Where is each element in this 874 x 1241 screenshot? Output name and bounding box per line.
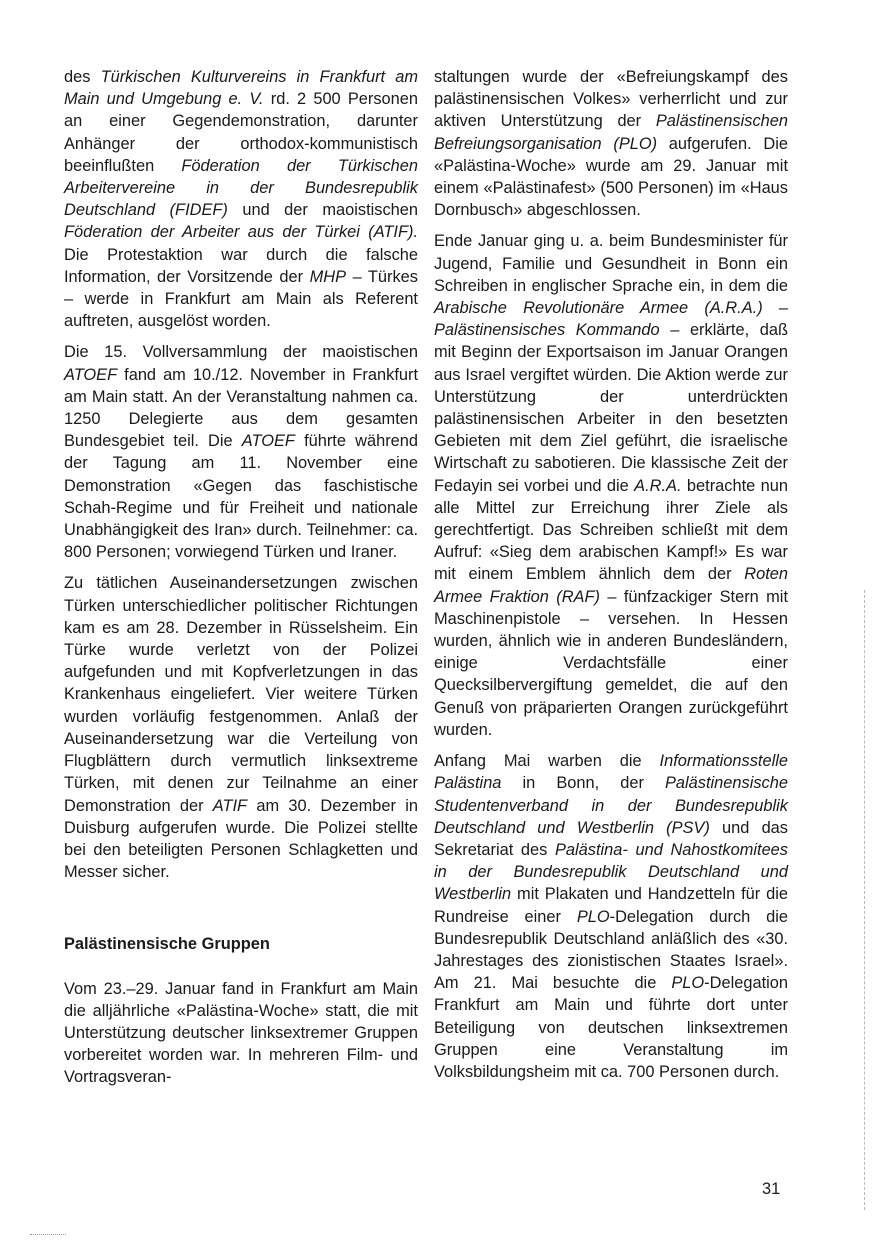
- italic-term: Arabische Revolutionäre Armee (A.R.A.) – Palästinensisches Kommando: [434, 299, 788, 340]
- paragraph: Zu tätlichen Auseinandersetzungen zwischen Türken unterschiedlicher politischer Richtungen kam es am 28. Dezember in Rüsselsheim. Ein Türke wurde verletzt von der Polizei aufgefunden und mit Kopfverletzungen in das Krankenhaus eingeliefert. Vier weitere Türken wurden vorläufig festgenommen. Anlaß der Auseinandersetzung war die Verteilung von Flugblättern durch vermutlich linksextreme Türken, mit denen zur Teilnahme an einer Demonstration der ATIF am 30. Dezember in Duisburg aufgerufen wurde. Die Polizei stellte bei den beteiligten Personen Schlagketten und Messer sicher.: [64, 574, 418, 882]
- paragraph: des Türkischen Kulturvereins in Frankfurt am Main und Umgebung e. V. rd. 2 500 Personen an einer Gegendemonstration, darunter Anhänger der orthodox-kommunistisch beeinflußten Föderation der Türkischen Arbeitervereine in der Bundesrepublik Deutschland (FIDEF) und der maoistischen Föderation der Arbeiter aus der Türkei (ATIF). Die Protestaktion war durch die falsche Information, der Vorsitzende der MHP – Türkes – werde in Frankfurt am Main als Referent auftreten, ausgelöst worden.: [64, 68, 419, 331]
- italic-term: Türkischen Kulturvereins in Frankfurt am Main und Umgebung e. V.: [64, 68, 418, 109]
- italic-term: Föderation der Arbeiter aus der Türkei (ATIF).: [64, 223, 418, 242]
- italic-term: MHP: [309, 267, 347, 286]
- margin-rule: [864, 590, 866, 1210]
- section-heading: Palästinensische Gruppen: [64, 935, 270, 954]
- italic-term: ATOEF: [64, 365, 118, 384]
- page-number: 31: [762, 1180, 781, 1198]
- italic-term: ATOEF: [241, 432, 295, 451]
- italic-term: PLO: [671, 974, 705, 993]
- paragraph: Vom 23.–29. Januar fand in Frankfurt am Main die alljährliche «Palästina-Woche» statt, die mit Unterstützung deutscher linksextremer Gruppen vorbereitet worden war. In mehreren Film- und Vortragsveran-: [64, 979, 418, 1087]
- italic-term: A.R.A.: [634, 476, 682, 495]
- scan-mark: [30, 1234, 66, 1236]
- paragraph: Anfang Mai warben die Informationsstelle Palästina in Bonn, der Palästinensische Studentenverband in der Bundesrepublik Deutschland und Westberlin (PSV) und das Sekretariat des Palästina- und Nahostkomitees in der Bundesrepublik Deutschland und Westberlin mit Plakaten und Handzetteln für die Rundreise einer PLO-Delegation durch die Bundesrepublik Deutschland anläßlich des «30. Jahrestages des zionistischen Staates Israel». Am 21. Mai besuchte die PLO-Delegation Frankfurt am Main und führte dort unter Beteiligung von deutschen linksextremen Gruppen eine Veranstaltung im Volksbildungsheim mit ca. 700 Personen durch.: [434, 752, 789, 1081]
- right-column: [434, 66, 788, 1092]
- italic-term: Palästinensische Studentenverband in der Bundesrepublik Deutschland und Westberlin (PSV): [434, 774, 788, 837]
- italic-term: Föderation der Türkischen Arbeitervereine in der Bundesrepublik Deutschland (FIDEF): [64, 156, 418, 220]
- paragraph: Die 15. Vollversammlung der maoistischen ATOEF fand am 10./12. November in Frankfurt am Main statt. An der Veranstaltung nahmen ca. 1250 Delegierte aus dem gesamten Bundesgebiet teil. Die ATOEF führte während der Tagung am 11. November eine Demonstration «Gegen das faschistische Schah-Regime und für Freiheit und nationale Unabhängigkeit des Iran» durch. Teilnehmer: ca. 800 Personen; vorwiegend Türken und Iraner.: [64, 343, 418, 562]
- italic-term: ATIF: [212, 796, 248, 815]
- left-column: [64, 66, 418, 1098]
- italic-term: PLO: [576, 907, 610, 926]
- paragraph: Ende Januar ging u. a. beim Bundesminister für Jugend, Familie und Gesundheit in Bonn ein Schreiben in englischer Sprache ein, in dem die Arabische Revolutionäre Armee (A.R.A.) – Palästinensisches Kommando – erklärte, daß mit Beginn der Exportsaison im Januar Orangen aus Israel vergiftet würden. Die Aktion werde zur Unterstützung der unterdrückten palästinensischen Arbeiter in den besetzten Gebieten mit dem Ziel geführt, die israelische Wirtschaft zu sabotieren. Die klassische Zeit der Fedayin sei vorbei und die A.R.A. betrachte nun alle Mittel zur Erreichung ihrer Ziele als gerechtfertigt. Das Schreiben schließt mit dem Aufruf: «Sieg dem arabischen Kampf!» Es war mit einem Emblem ähnlich dem der Roten Armee Fraktion (RAF) – fünfzackiger Stern mit Maschinenpistole – versehen. In Hessen wurden, ähnlich wie in anderen Bundesländern, einige Verdachtsfälle einer Quecksilbervergiftung gemeldet, die auf den Genuß von präparierten Orangen zurückgeführt wurden.: [434, 232, 789, 739]
- italic-term: Palästinensischen Befreiungsorganisation (PLO): [434, 112, 788, 153]
- italic-term: Roten Armee Fraktion (RAF): [434, 565, 788, 606]
- paragraph: staltungen wurde der «Befreiungskampf des palästinensischen Volkes» verherrlicht und zur aktiven Unterstützung der Palästinensischen Befreiungsorganisation (PLO) aufgerufen. Die «Palästina-Woche» wurde am 29. Januar mit einem «Palästinafest» (500 Personen) im «Haus Dornbusch» abgeschlossen.: [434, 68, 788, 220]
- italic-term: Palästina- und Nahostkomitees in der Bundesrepublik Deutschland und Westberlin: [434, 840, 788, 904]
- italic-term: Informationsstelle Palästina: [434, 752, 788, 793]
